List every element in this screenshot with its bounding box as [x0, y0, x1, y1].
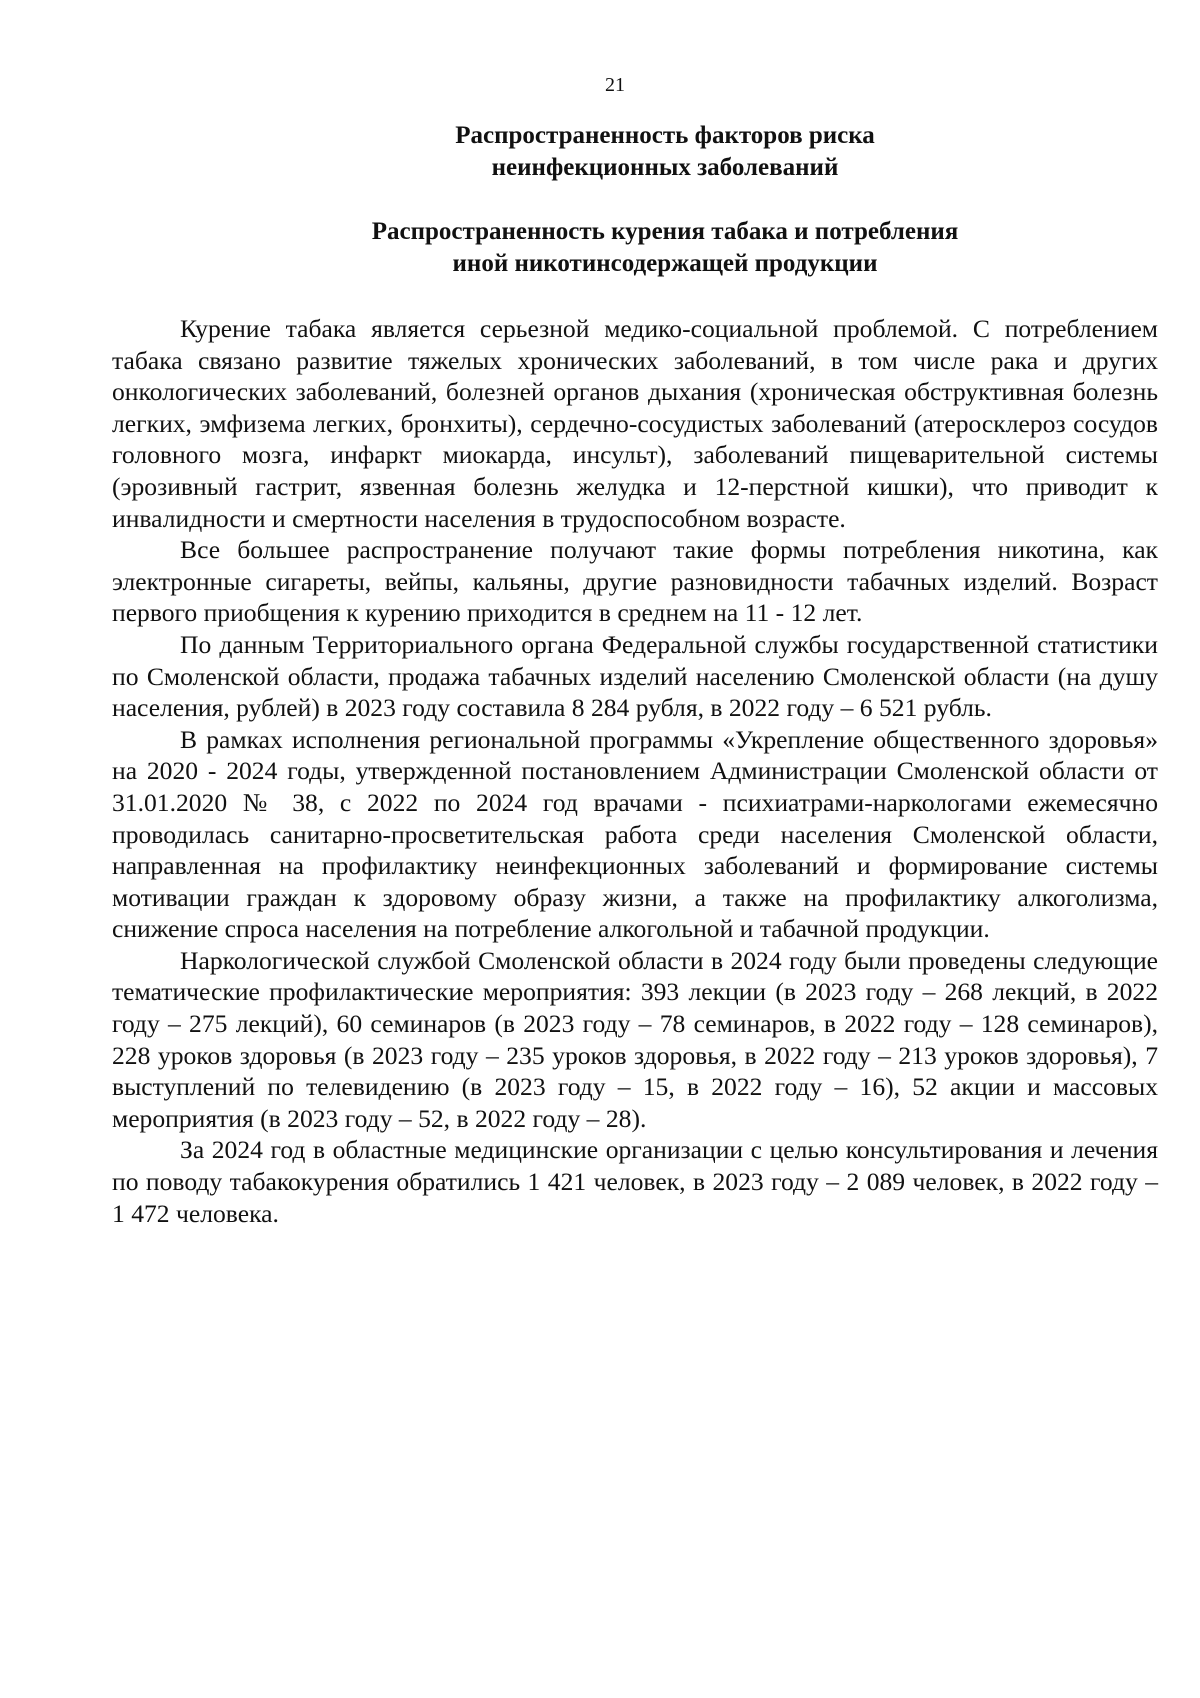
sub-heading-line-1: Распространенность курения табака и потребления — [371, 218, 959, 245]
page-number: 21 — [605, 74, 625, 96]
paragraph-regional-program: В рамках исполнения региональной программы «Укрепление общественного здоровья» на 2020 - 2024 годы, утвержденной постановлением Администрации Смоленской области от 31.01.2020 № 38, с 2022 по 2024 год врачами - психиатрами-наркологами ежемесячно проводилась санитарно-просветительская работа среди населения Смоленской области, направленная на профилактику неинфекционных заболеваний и формирование системы мотивации граждан к здоровому образу жизни, а также на профилактику алкоголизма, снижение спроса населения на потребление алкогольной и табачной продукции. — [112, 724, 1158, 944]
paragraph-consultations: За 2024 год в областные медицинские организации с целью консультирования и лечения по поводу табакокурения обратились 1 421 человек, в 2023 году – 2 089 человек, в 2022 году – 1 472 человека. — [112, 1135, 1158, 1228]
main-heading-line-2: неинфекционных заболеваний — [491, 154, 839, 181]
sub-heading — [112, 216, 1158, 280]
main-heading-line-1: Распространенность факторов риска — [455, 122, 875, 149]
paragraph-smoking-problem: Курение табака является серьезной медико-социальной проблемой. С потреблением табака связано развитие тяжелых хронических заболеваний, в том числе рака и других онкологических заболеваний, болезней органов дыхания (хроническая обструктивная болезнь легких, эмфизема легких, бронхиты), сердечно-сосудистых заболеваний (атеросклероз сосудов головного мозга, инфаркт миокарда, инсульт), заболеваний пищеварительной системы (эрозивный гастрит, язвенная болезнь желудка и 12-перстной кишки), что приводит к инвалидности и смертности населения в трудоспособном возрасте. — [112, 314, 1158, 533]
paragraph-nicotine-forms: Все большее распространение получают такие формы потребления никотина, как электронные сигареты, вейпы, кальяны, другие разновидности табачных изделий. Возраст первого приобщения к курению приходится в среднем на 11 - 12 лет. — [112, 535, 1158, 628]
paragraph-prevention-events: Наркологической службой Смоленской области в 2024 году были проведены следующие тематические профилактические мероприятия: 393 лекции (в 2023 году – 268 лекций, в 2022 году – 275 лекций), 60 семинаров (в 2023 году – 78 семинаров, в 2022 году – 128 семинаров), 228 уроков здоровья (в 2023 году – 235 уроков здоровья, в 2022 году – 213 уроков здоровья), 7 выступлений по телевидению (в 2023 году – 15, в 2022 году – 16), 52 акции и массовых мероприятия (в 2023 году – 52, в 2022 году – 28). — [112, 945, 1158, 1133]
sub-heading-line-2: иной никотинсодержащей продукции — [452, 250, 878, 277]
body-text — [112, 313, 1158, 1229]
paragraph-tobacco-sales: По данным Территориального органа Федеральной службы государственной статистики по Смоленской области, продажа табачных изделий населению Смоленской области (на душу населения, рублей) в 2023 году составила 8 284 рубля, в 2022 году – 6 521 рубль. — [112, 629, 1158, 723]
main-heading — [112, 120, 1158, 184]
